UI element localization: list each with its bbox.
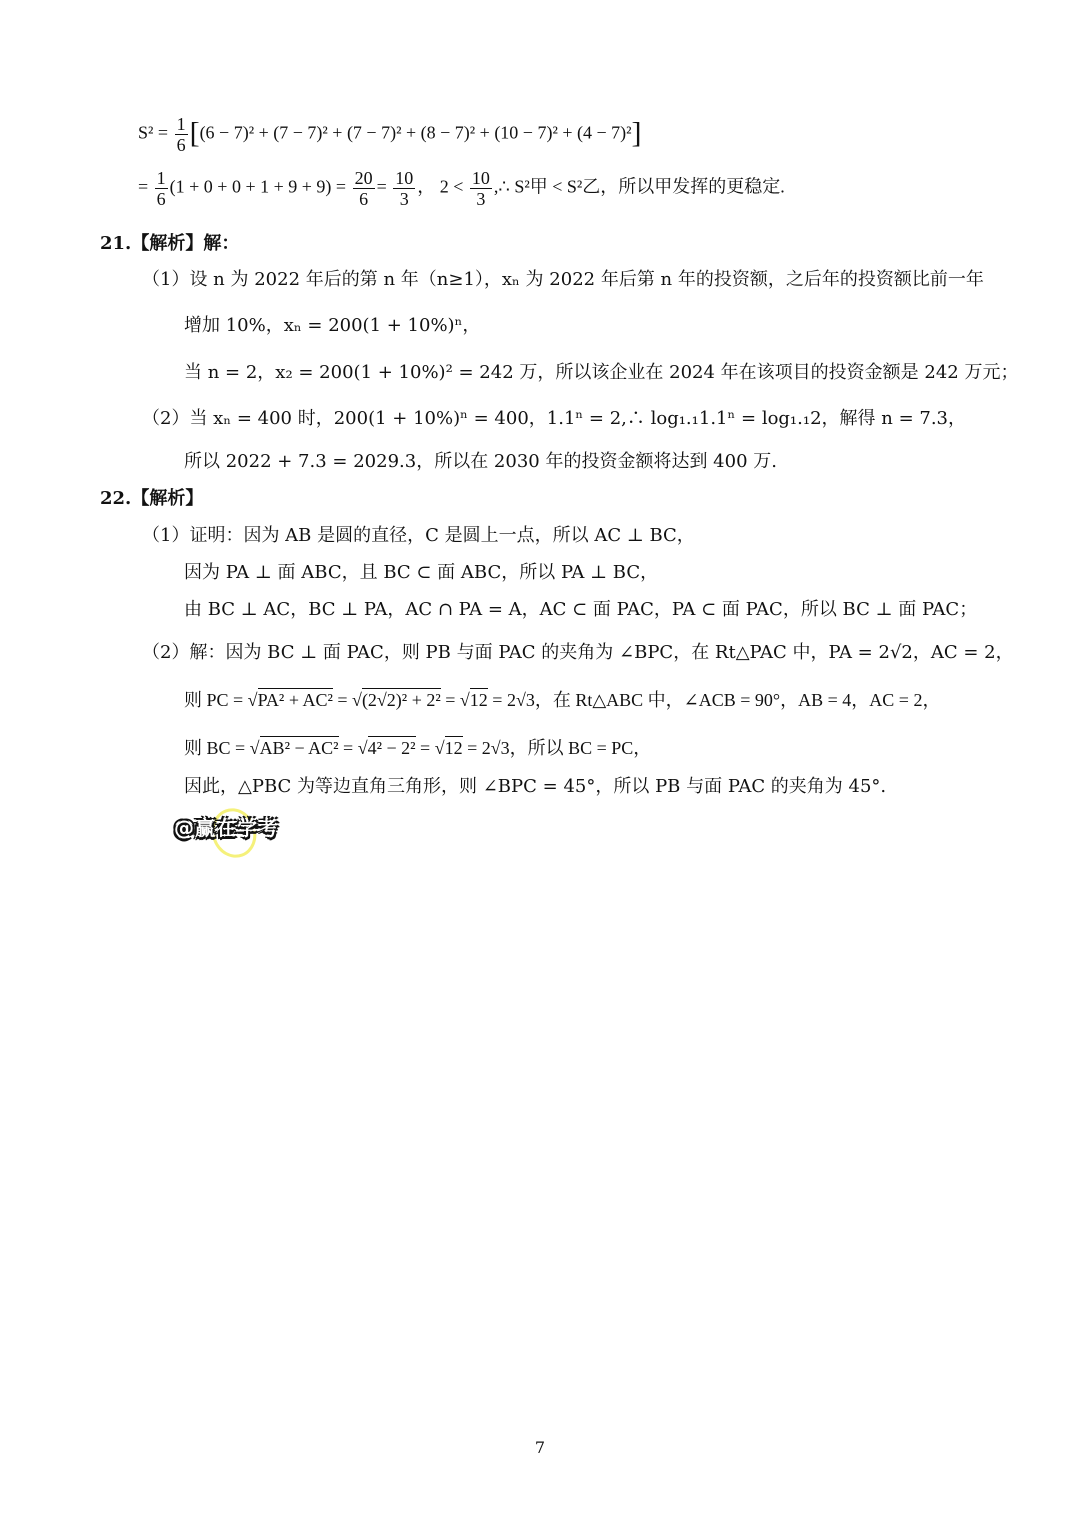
variance-fraction-5 [470, 168, 492, 209]
pc-suffix: = 2√3，在 Rt△ABC 中，∠ACB = 90°，AB = 4，AC = 2， [492, 690, 941, 710]
q22-part1-line2: 因为 PA ⊥ 面 ABC，且 BC ⊂ 面 ABC，所以 PA ⊥ BC， [184, 562, 659, 583]
pc-prefix: 则 PC = [184, 690, 244, 710]
variance-lhs: S² = [138, 122, 169, 143]
fraction-denominator: 3 [476, 189, 486, 209]
q22-part2-line3: 则 BC = √AB² − AC² = √4² − 2² = √12 = 2√3，所以 BC = PC， [184, 738, 652, 758]
q21-part2-line2: 所以 2022 + 7.3 = 2029.3，所以在 2030 年的投资金额将达到 400 万. [184, 451, 777, 472]
radicand-2: 4² − 2² [367, 738, 416, 758]
variance-line-1 [138, 114, 642, 155]
variance-eq-2: = [376, 176, 387, 197]
page-number: 7 [534, 1438, 546, 1457]
left-bracket: [ [189, 116, 200, 150]
variance-eq: = [138, 176, 149, 197]
q21-part1-line1: （1）设 n 为 2022 年后的第 n 年（n≥1），xₙ 为 2022 年后第 n 年的投资额，之后年的投资额比前一年 [142, 269, 984, 290]
variance-fraction-4 [393, 168, 415, 209]
radicand-3: 12 [469, 690, 488, 710]
radicand-3: 12 [444, 738, 463, 758]
variance-compare: ， 2 < [417, 176, 464, 197]
variance-sum-terms: (6 − 7)² + (7 − 7)² + (7 − 7)² + (8 − 7)² + (10 − 7)² + (4 − 7)² [199, 122, 632, 143]
fraction-numerator: 1 [176, 114, 186, 134]
watermark-logo: @赢在学考 [174, 816, 279, 840]
fraction-denominator: 6 [156, 189, 166, 209]
variance-fraction-3 [353, 168, 375, 209]
bc-prefix: 则 BC = [184, 738, 246, 758]
q21-heading: 21.【解析】解： [100, 233, 240, 254]
radicand-1: AB² − AC² [259, 738, 339, 758]
fraction-denominator: 3 [399, 189, 409, 209]
right-bracket: ] [631, 116, 642, 150]
fraction-numerator: 1 [156, 168, 166, 188]
fraction-numerator: 10 [471, 168, 490, 188]
variance-conclusion: ,∴ S²甲 < S²乙，所以甲发挥的更稳定. [493, 176, 785, 197]
q21-part1-line2: 增加 10%，xₙ = 200(1 + 10%)ⁿ， [184, 315, 481, 336]
variance-line-2 [138, 168, 785, 209]
bc-suffix: = 2√3，所以 BC = PC， [467, 738, 652, 758]
fraction-numerator: 20 [354, 168, 373, 188]
fraction-numerator: 10 [395, 168, 414, 188]
fraction-denominator: 6 [176, 135, 186, 155]
variance-fraction-2 [155, 168, 168, 209]
q22-part1-line1: （1）证明：因为 AB 是圆的直径，C 是圆上一点，所以 AC ⊥ BC， [142, 525, 695, 546]
eq-sign: = [343, 738, 354, 758]
q21-part2-line1: （2）当 xₙ = 400 时，200(1 + 10%)ⁿ = 400，1.1ⁿ = 2,∴ log₁.₁1.1ⁿ = log₁.₁2，解得 n = 7.3， [142, 408, 966, 429]
eq-sign: = [337, 690, 348, 710]
fraction-denominator: 6 [359, 189, 369, 209]
q22-part2-line4: 因此，△PBC 为等边直角三角形，则 ∠BPC = 45°，所以 PB 与面 PAC 的夹角为 45°. [184, 776, 887, 797]
eq-sign-2: = [445, 690, 456, 710]
eq-sign-2: = [420, 738, 431, 758]
q22-part2-line1: （2）解：因为 BC ⊥ 面 PAC，则 PB 与面 PAC 的夹角为 ∠BPC，在 Rt△PAC 中，PA = 2√2，AC = 2， [142, 642, 1014, 663]
radicand-1: PA² + AC² [257, 690, 333, 710]
q21-part1-line3: 当 n = 2，x₂ = 200(1 + 10%)² = 242 万，所以该企业在 2024 年在该项目的投资金额是 242 万元； [184, 362, 1019, 383]
q22-part1-line3: 由 BC ⊥ AC，BC ⊥ PA，AC ∩ PA = A，AC ⊂ 面 PAC，PA ⊂ 面 PAC，所以 BC ⊥ 面 PAC； [184, 599, 978, 620]
variance-fraction [175, 114, 188, 155]
q22-heading: 22.【解析】 [100, 488, 204, 509]
q22-part2-line2: 则 PC = √PA² + AC² = √(2√2)² + 2² = √12 = 2√3，在 Rt△ABC 中，∠ACB = 90°，AB = 4，AC = 2， [184, 690, 941, 710]
variance-sum: (1 + 0 + 0 + 1 + 9 + 9) = [169, 176, 347, 197]
radicand-2: (2√2)² + 2² [361, 690, 441, 710]
